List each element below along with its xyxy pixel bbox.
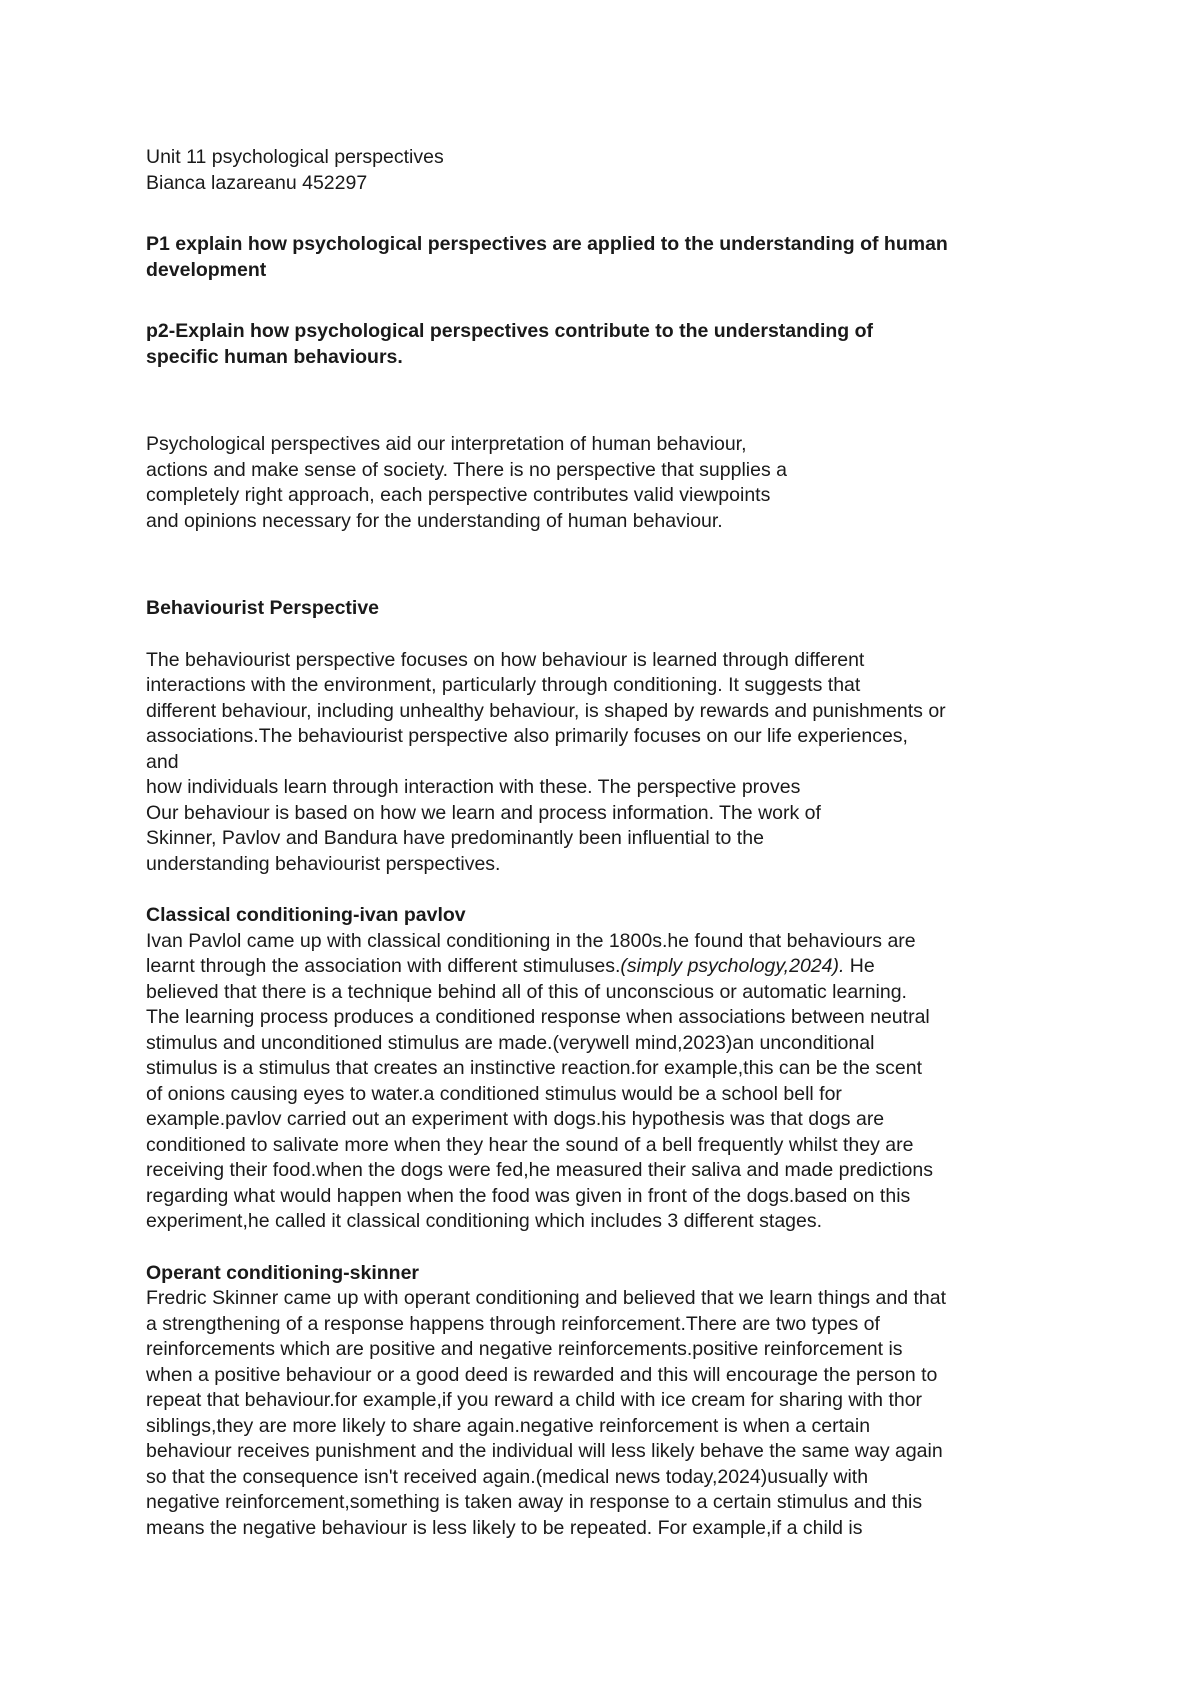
paragraph-line: The behaviourist perspective focuses on how behaviour is learned through different: [146, 648, 865, 671]
paragraph-line: how individuals learn through interaction with these. The perspective proves: [146, 776, 801, 798]
paragraph-line: associations.The behaviourist perspective also primarily focuses on our life experiences,: [146, 725, 908, 747]
paragraph-line: actions and make sense of society. There is no perspective that supplies a: [146, 458, 787, 481]
paragraph-line: repeat that behaviour.for example,if you reward a child with ice cream for sharing with thor: [146, 1389, 923, 1411]
paragraph-line: example.pavlov carried out an experiment with dogs.his hypothesis was that dogs are: [146, 1108, 885, 1130]
paragraph-line: Ivan Pavlol came up with classical conditioning in the 1800s.he found that behaviours are: [146, 929, 916, 952]
document-title: Unit 11 psychological perspectives: [146, 146, 444, 168]
section-heading-operant: Operant conditioning-skinner: [146, 1261, 420, 1284]
task-p1: [146, 232, 1076, 283]
paragraph-line: behaviour receives punishment and the individual will less likely behave the same way again: [146, 1440, 943, 1462]
paragraph-line: and opinions necessary for the understanding of human behaviour.: [146, 509, 723, 532]
paragraph-line: and: [146, 750, 179, 773]
paragraph-line: Our behaviour is based on how we learn and process information. The work of: [146, 801, 821, 824]
task-p2-line: p2-Explain how psychological perspectives contribute to the understanding of: [146, 320, 874, 342]
paragraph-line: believed that there is a technique behind all of this of unconscious or automatic learning.: [146, 980, 907, 1003]
paragraph-line: The learning process produces a conditioned response when associations between neutral: [146, 1006, 930, 1028]
text-run: learnt through the association with different stimuluses.: [146, 955, 621, 977]
paragraph-line: Skinner, Pavlov and Bandura have predominantly been influential to the: [146, 827, 764, 849]
paragraph-line: understanding behaviourist perspectives.: [146, 852, 501, 875]
paragraph-line: siblings,they are more likely to share again.negative reinforcement is when a certain: [146, 1414, 871, 1437]
paragraph-line: stimulus is a stimulus that creates an instinctive reaction.for example,this can be the scent: [146, 1057, 923, 1079]
paragraph-line: regarding what would happen when the food was given in front of the dogs.based on this: [146, 1184, 911, 1207]
paragraph-line: of onions causing eyes to water.a conditioned stimulus would be a school bell for: [146, 1082, 842, 1105]
task-p2-line: specific human behaviours.: [146, 345, 403, 368]
section-heading-behaviourist: Behaviourist Perspective: [146, 597, 380, 619]
behaviourist-paragraph: [146, 648, 1076, 878]
task-p1-line: P1 explain how psychological perspectives are applied to the understanding of human: [146, 233, 948, 255]
paragraph-line: stimulus and unconditioned stimulus are made.(verywell mind,2023)an unconditional: [146, 1031, 875, 1054]
text-run: He: [844, 955, 875, 977]
classical-paragraph: [146, 929, 1076, 1235]
section-heading-classical: Classical conditioning-ivan pavlov: [146, 904, 466, 926]
author-line: Bianca lazareanu 452297: [146, 171, 368, 194]
paragraph-line: when a positive behaviour or a good deed is rewarded and this will encourage the person to: [146, 1363, 938, 1386]
paragraph-line: means the negative behaviour is less likely to be repeated. For example,if a child is: [146, 1516, 863, 1539]
intro-paragraph: [146, 432, 1076, 534]
paragraph-line: receiving their food.when the dogs were fed,he measured their saliva and made predictions: [146, 1159, 933, 1181]
paragraph-line: so that the consequence isn't received again.(medical news today,2024)usually with: [146, 1465, 869, 1488]
paragraph-line: different behaviour, including unhealthy behaviour, is shaped by rewards and punishments or: [146, 699, 946, 722]
paragraph-line: Psychological perspectives aid our interpretation of human behaviour,: [146, 433, 747, 455]
paragraph-line: Fredric Skinner came up with operant conditioning and believed that we learn things and that: [146, 1287, 946, 1309]
paragraph-line: [146, 954, 1076, 980]
citation-text: (simply psychology,2024).: [620, 955, 845, 977]
task-p1-line: development: [146, 258, 267, 281]
paragraph-line: negative reinforcement,something is taken away in response to a certain stimulus and this: [146, 1491, 923, 1513]
paragraph-line: completely right approach, each perspective contributes valid viewpoints: [146, 484, 771, 506]
task-p2: [146, 319, 1076, 370]
paragraph-line: a strengthening of a response happens through reinforcement.There are two types of: [146, 1312, 880, 1335]
paragraph-line: experiment,he called it classical conditioning which includes 3 different stages.: [146, 1210, 823, 1232]
paragraph-line: conditioned to salivate more when they hear the sound of a bell frequently whilst they are: [146, 1133, 914, 1156]
operant-paragraph: [146, 1286, 1076, 1541]
paragraph-line: interactions with the environment, particularly through conditioning. It suggests that: [146, 674, 861, 696]
paragraph-line: reinforcements which are positive and negative reinforcements.positive reinforcement is: [146, 1338, 903, 1360]
document-body: [146, 145, 1076, 1541]
